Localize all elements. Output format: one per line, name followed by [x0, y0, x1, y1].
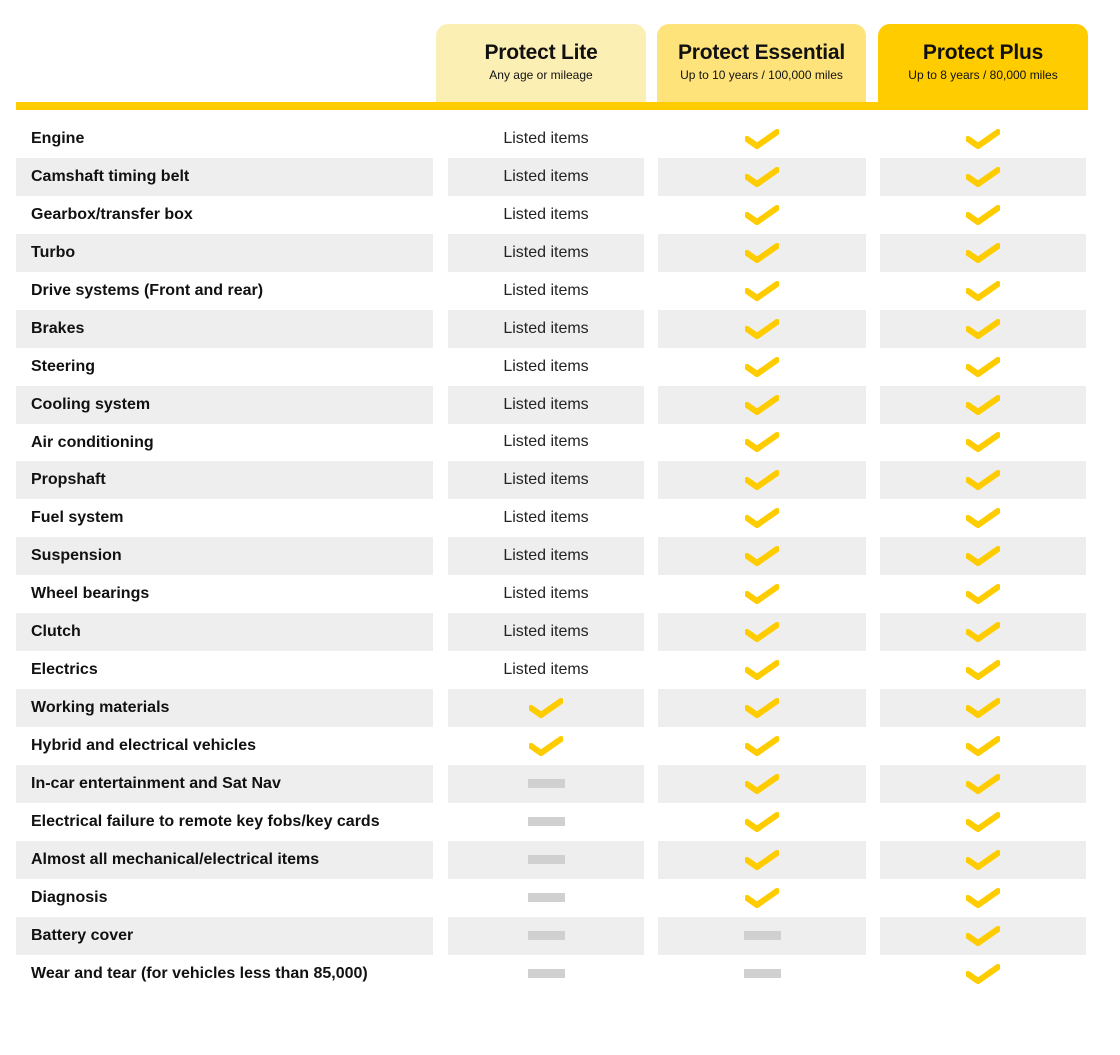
check-icon: [745, 583, 779, 605]
plan-cell-plus: [880, 158, 1086, 196]
plan-cell-essential: [658, 234, 866, 272]
table-row: [16, 461, 1088, 499]
dash-icon: [528, 855, 565, 864]
table-row: [16, 234, 1088, 272]
feature-label: Working materials: [16, 689, 433, 727]
feature-label: Brakes: [16, 310, 433, 348]
feature-label: Almost all mechanical/electrical items: [16, 841, 433, 879]
listed-items-label: Listed items: [503, 243, 589, 261]
plan-cell-lite: [448, 310, 644, 348]
feature-label: Suspension: [16, 537, 433, 575]
plan-cell-lite: [448, 765, 644, 803]
plan-cell-essential: [658, 310, 866, 348]
plan-cell-plus: [880, 499, 1086, 537]
plan-cell-essential: [658, 689, 866, 727]
plan-cell-essential: [658, 348, 866, 386]
plan-cell-plus: [880, 575, 1086, 613]
plan-cell-essential: [658, 272, 866, 310]
listed-items-label: Listed items: [503, 319, 589, 337]
plan-cell-essential: [658, 765, 866, 803]
plan-cell-lite: [448, 499, 644, 537]
table-row: [16, 272, 1088, 310]
dash-icon: [528, 931, 565, 940]
check-icon: [966, 166, 1000, 188]
plan-cell-essential: [658, 499, 866, 537]
feature-label: Engine: [31, 130, 85, 147]
table-row: [16, 120, 1088, 158]
plan-cell-plus: [880, 727, 1086, 765]
plan-cell-lite: [448, 158, 644, 196]
table-row: [16, 310, 1088, 348]
plan-subtitle: Up to 10 years / 100,000 miles: [680, 68, 843, 82]
plan-cell-essential: [658, 537, 866, 575]
plan-cell-lite: [448, 424, 644, 462]
plan-cell-lite: [448, 955, 644, 993]
table-row: [16, 765, 1088, 803]
check-icon: [745, 318, 779, 340]
plan-title: Protect Plus: [922, 41, 1044, 64]
plan-title: Protect Lite: [484, 41, 598, 64]
feature-label: Wheel bearings: [31, 585, 150, 603]
check-icon: [966, 318, 1000, 340]
check-icon: [966, 659, 1000, 681]
plan-cell-plus: [880, 196, 1086, 234]
plan-cell-essential: [658, 917, 866, 955]
feature-label: Cooling system: [16, 386, 433, 424]
table-row: [16, 196, 1088, 234]
plan-cell-lite: [448, 196, 644, 234]
plan-cell-essential: [658, 651, 866, 689]
table-row: [16, 537, 1088, 575]
dash-icon: [528, 969, 565, 978]
check-icon: [745, 469, 779, 491]
listed-items-label: Listed items: [503, 167, 589, 185]
check-icon: [745, 849, 779, 871]
check-icon: [745, 431, 779, 453]
dash-icon: [744, 969, 781, 978]
plan-cell-plus: [880, 348, 1086, 386]
listed-items-label: Listed items: [503, 281, 589, 299]
table-row: [16, 917, 1088, 955]
plan-cell-plus: [880, 461, 1086, 499]
feature-label: Turbo: [16, 234, 433, 272]
plan-cell-essential: [658, 424, 866, 462]
plan-cell-lite: [448, 461, 644, 499]
feature-label: Wear and tear (for vehicles less than 85,000): [31, 964, 368, 982]
listed-items-label: Listed items: [503, 433, 589, 451]
plan-cell-plus: [880, 803, 1086, 841]
plan-cell-plus: [880, 765, 1086, 803]
check-icon: [745, 204, 779, 226]
listed-items-label: Listed items: [503, 547, 589, 565]
plan-cell-plus: [880, 955, 1086, 993]
check-icon: [529, 735, 563, 757]
check-icon: [745, 507, 779, 529]
listed-items-label: Listed items: [503, 509, 589, 527]
check-icon: [745, 811, 779, 833]
plan-header-essential: [657, 24, 866, 102]
table-row: [16, 841, 1088, 879]
check-icon: [966, 583, 1000, 605]
check-icon: [966, 925, 1000, 947]
feature-label: Air conditioning: [31, 433, 154, 451]
table-row: [16, 955, 1088, 993]
check-icon: [966, 849, 1000, 871]
table-row: [16, 499, 1088, 537]
feature-label: Electrics: [31, 661, 98, 679]
check-icon: [966, 356, 1000, 378]
table-row: [16, 651, 1088, 689]
check-icon: [745, 659, 779, 681]
table-row: [16, 158, 1088, 196]
feature-rows: [16, 120, 1088, 993]
plan-cell-essential: [658, 727, 866, 765]
plan-cell-plus: [880, 234, 1086, 272]
plan-header-lite: [436, 24, 646, 102]
plan-cell-plus: [880, 537, 1086, 575]
feature-label: Fuel system: [31, 509, 124, 527]
table-row: [16, 613, 1088, 651]
plan-cell-plus: [880, 613, 1086, 651]
check-icon: [966, 204, 1000, 226]
feature-label: Steering: [31, 357, 96, 375]
plan-cell-essential: [658, 879, 866, 917]
plan-cell-lite: [448, 689, 644, 727]
feature-label: Gearbox/transfer box: [31, 205, 193, 223]
check-icon: [966, 887, 1000, 909]
check-icon: [966, 469, 1000, 491]
dash-icon: [528, 779, 565, 788]
listed-items-label: Listed items: [503, 395, 589, 413]
plan-cell-lite: [448, 879, 644, 917]
check-icon: [966, 394, 1000, 416]
listed-items-label: Listed items: [503, 585, 589, 603]
check-icon: [745, 773, 779, 795]
plan-subtitle: Up to 8 years / 80,000 miles: [908, 68, 1058, 82]
check-icon: [966, 242, 1000, 264]
table-row: [16, 575, 1088, 613]
check-icon: [745, 394, 779, 416]
plan-cell-lite: [448, 348, 644, 386]
plan-cell-lite: [448, 651, 644, 689]
check-icon: [745, 356, 779, 378]
plan-cell-lite: [448, 727, 644, 765]
table-row: [16, 803, 1088, 841]
plan-cell-plus: [880, 841, 1086, 879]
plan-cell-lite: [448, 803, 644, 841]
feature-label: Propshaft: [16, 461, 433, 499]
listed-items-label: Listed items: [503, 129, 589, 147]
listed-items-label: Listed items: [503, 205, 589, 223]
check-icon: [966, 507, 1000, 529]
feature-label: Battery cover: [16, 917, 433, 955]
plan-cell-essential: [658, 575, 866, 613]
plan-cell-essential: [658, 461, 866, 499]
listed-items-label: Listed items: [503, 623, 589, 641]
table-row: [16, 879, 1088, 917]
check-icon: [745, 166, 779, 188]
check-icon: [966, 128, 1000, 150]
plan-cell-essential: [658, 613, 866, 651]
feature-label: In-car entertainment and Sat Nav: [16, 765, 433, 803]
plan-title: Protect Essential: [678, 41, 845, 64]
plan-cell-plus: [880, 651, 1086, 689]
plan-cell-lite: [448, 613, 644, 651]
table-row: [16, 386, 1088, 424]
dash-icon: [528, 817, 565, 826]
feature-label: Diagnosis: [31, 888, 108, 906]
check-icon: [966, 621, 1000, 643]
check-icon: [966, 280, 1000, 302]
dash-icon: [744, 931, 781, 940]
plan-cell-essential: [658, 955, 866, 993]
check-icon: [745, 735, 779, 757]
check-icon: [745, 887, 779, 909]
feature-label: Electrical failure to remote key fobs/key cards: [31, 812, 380, 830]
check-icon: [745, 128, 779, 150]
table-header: [16, 24, 1088, 102]
plan-cell-plus: [880, 386, 1086, 424]
check-icon: [966, 735, 1000, 757]
plan-cell-lite: [448, 841, 644, 879]
plan-cell-essential: [658, 196, 866, 234]
plan-subtitle: Any age or mileage: [489, 68, 593, 82]
feature-label: Clutch: [16, 613, 433, 651]
check-icon: [966, 697, 1000, 719]
table-row: [16, 689, 1088, 727]
check-icon: [745, 697, 779, 719]
listed-items-label: Listed items: [503, 661, 589, 679]
plan-cell-plus: [880, 879, 1086, 917]
check-icon: [745, 280, 779, 302]
plan-header-plus: [878, 24, 1088, 102]
plan-cell-lite: [448, 234, 644, 272]
plan-cell-plus: [880, 310, 1086, 348]
check-icon: [745, 621, 779, 643]
plan-cell-essential: [658, 803, 866, 841]
plan-cell-essential: [658, 841, 866, 879]
plan-cell-lite: [448, 575, 644, 613]
check-icon: [966, 963, 1000, 985]
plan-cell-lite: [448, 120, 644, 158]
check-icon: [745, 242, 779, 264]
plan-cell-lite: [448, 917, 644, 955]
plan-cell-plus: [880, 120, 1086, 158]
dash-icon: [528, 893, 565, 902]
plan-cell-plus: [880, 424, 1086, 462]
feature-label: Camshaft timing belt: [16, 158, 433, 196]
plan-cell-lite: [448, 537, 644, 575]
table-row: [16, 727, 1088, 765]
plan-cell-plus: [880, 689, 1086, 727]
plan-cell-lite: [448, 386, 644, 424]
plan-cell-essential: [658, 386, 866, 424]
header-accent-bar: [16, 102, 1088, 110]
comparison-table: [16, 24, 1088, 982]
check-icon: [745, 545, 779, 567]
check-icon: [529, 697, 563, 719]
plan-cell-lite: [448, 272, 644, 310]
table-row: [16, 424, 1088, 462]
plan-cell-essential: [658, 120, 866, 158]
feature-label: Drive systems (Front and rear): [31, 281, 264, 299]
listed-items-label: Listed items: [503, 357, 589, 375]
check-icon: [966, 545, 1000, 567]
check-icon: [966, 431, 1000, 453]
plan-cell-plus: [880, 272, 1086, 310]
check-icon: [966, 773, 1000, 795]
plan-cell-plus: [880, 917, 1086, 955]
table-row: [16, 348, 1088, 386]
feature-label: Hybrid and electrical vehicles: [31, 737, 256, 754]
check-icon: [966, 811, 1000, 833]
listed-items-label: Listed items: [503, 471, 589, 489]
plan-cell-essential: [658, 158, 866, 196]
